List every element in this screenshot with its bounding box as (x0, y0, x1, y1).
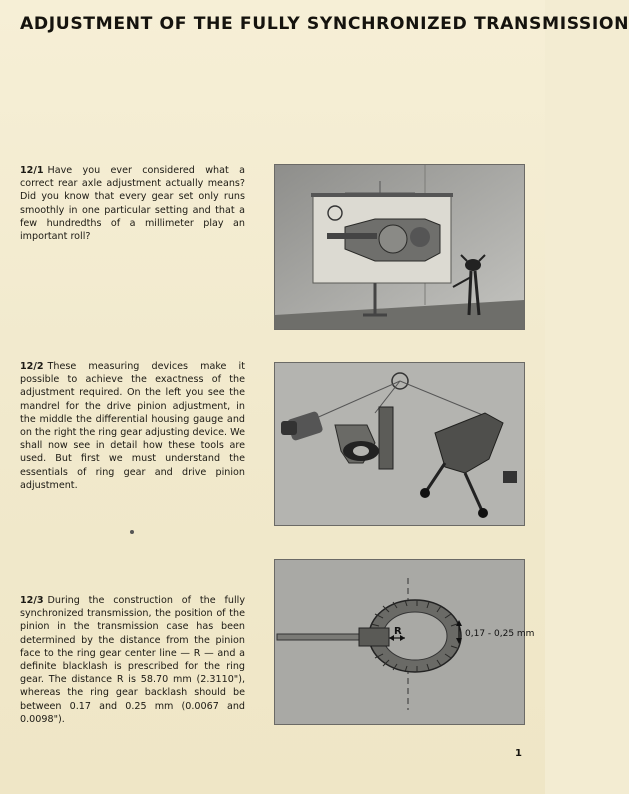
page-title: ADJUSTMENT OF THE FULLY SYNCHRONIZED TRANSMISSION (20, 14, 629, 34)
section-body: During the construction of the fully synchronized transmission, the position of the pinion in the transmission case has been determined by the distance from the pinion face to the ring gear center line — R — and a definite blacklash is prescribed for the ring gear. The distance R is 58.70 mm (2.3110"), whereas the ring gear backlash should be between 0.17 and 0.25 mm (0.0067 and 0.0098"). (20, 595, 245, 725)
wall-chart-transmission-figure-icon (275, 165, 524, 329)
section-12-2-text (20, 360, 245, 492)
section-12-1-text (20, 164, 245, 243)
section-body: These measuring devices make it possible to achieve the exactness of the adjustment required. On the left you see the mandrel for the drive pinion adjustment, in the middle the differential housing gauge and on the right the ring gear adjusting device. We shall now see in detail how these tools are used. But first we must understand the essentials of ring gear and drive pinion adjustment. (20, 361, 245, 491)
section-number: 12/2 (20, 361, 44, 372)
wall-chart-photo (274, 164, 525, 330)
measuring-devices-icon (275, 363, 524, 525)
ring-gear-pinion-diagram-icon (275, 560, 535, 724)
backlash-label: 0,17 - 0,25 mm (465, 629, 535, 639)
page-number: 1 (515, 748, 522, 759)
distance-label: R (394, 626, 402, 637)
ring-gear-diagram-photo (274, 559, 535, 725)
ink-speck (130, 530, 134, 534)
section-number: 12/3 (20, 595, 44, 606)
section-12-3-text (20, 594, 245, 726)
measuring-devices-photo (274, 362, 525, 526)
section-body: Have you ever considered what a correct rear axle adjustment actually means? Did you know that every gear set only runs smoothly in one particular setting and that a few hundredths of a millimeter play an important roll? (20, 165, 245, 243)
section-number: 12/1 (20, 165, 44, 176)
